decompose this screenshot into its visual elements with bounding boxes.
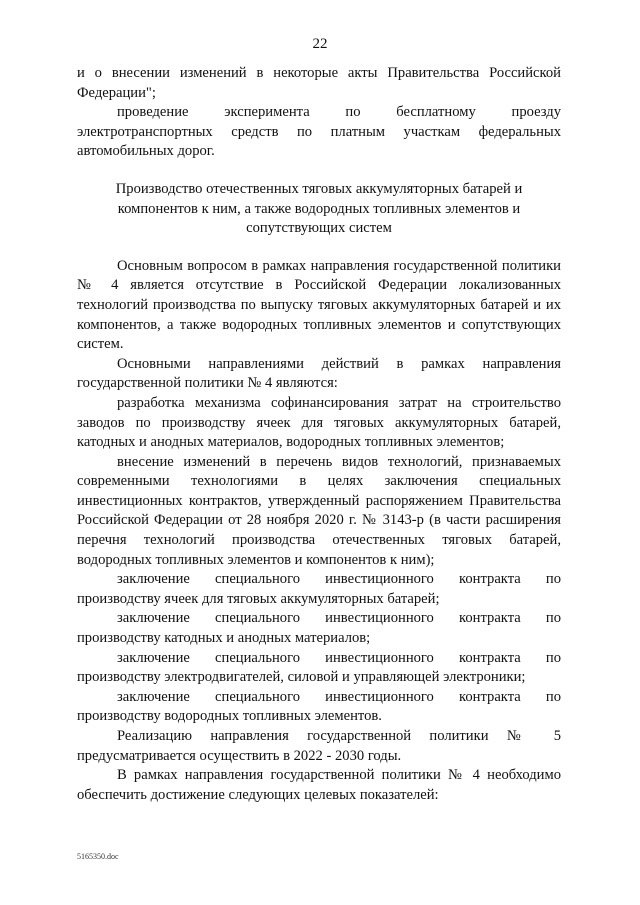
page-number: 22 <box>312 36 328 52</box>
list-item-contract-motors: заключение специального инвестиционного контракта по производству электродвигателей, силовой и управляющей электроники; <box>77 649 561 686</box>
paragraph-implementation-period: Реализацию направления государственной политики № 5 предусматривается осуществить в 2022 - 2030 годы. <box>77 728 561 764</box>
paragraph-main-issue: Основным вопросом в рамках направления государственной политики № 4 является отсутствие в Российской Федерации локализованных технологий производства по выпуску тяговых аккумуляторных батарей и их компонентов, а также водородных топливных элементов и сопутствующих систем. <box>77 257 561 353</box>
paragraph-continuation: и о внесении изменений в некоторые акты Правительства Российской Федерации"; <box>77 65 561 101</box>
paragraph-directions-intro: Основными направлениями действий в рамках направления государственной политики № 4 являются: <box>77 355 561 392</box>
document-body <box>77 64 561 805</box>
list-item-technology-list: внесение изменений в перечень видов технологий, признаваемых современными технологиями в целях заключения специальных инвестиционных контрактов, утвержденный распоряжением Правительства Российской Федерации от 28 ноября 2020 г. № 3143-р (в части расширения перечня технологий производства отечественных тяговых батарей, водородных топливных элементов и компонентов к ним); <box>77 453 561 568</box>
list-item-contract-hydrogen: заключение специального инвестиционного контракта по производству водородных топливных элементов. <box>77 688 561 725</box>
paragraph-targets-intro: В рамках направления государственной политики № 4 необходимо обеспечить достижение следующих целевых показателей: <box>77 767 561 803</box>
file-name-footer: 5165350.doc <box>77 852 119 861</box>
list-item-contract-materials: заключение специального инвестиционного контракта по производству катодных и анодных материалов; <box>77 610 561 647</box>
list-item-contract-cells: заключение специального инвестиционного контракта по производству ячеек для тяговых аккумуляторных батарей; <box>77 571 561 607</box>
paragraph-experiment: проведение эксперимента по бесплатному проезду электротранспортных средств по платным участкам федеральных автомобильных дорог. <box>77 104 561 160</box>
section-heading: Производство отечественных тяговых аккумуляторных батарей и компонентов к ним, а также водородных топливных элементов и сопутствующих систем <box>115 180 523 237</box>
list-item-cofinancing: разработка механизма софинансирования затрат на строительство заводов по производству ячеек для тяговых аккумуляторных батарей, катодных и анодных материалов, водородных топливных элементов; <box>77 394 561 451</box>
